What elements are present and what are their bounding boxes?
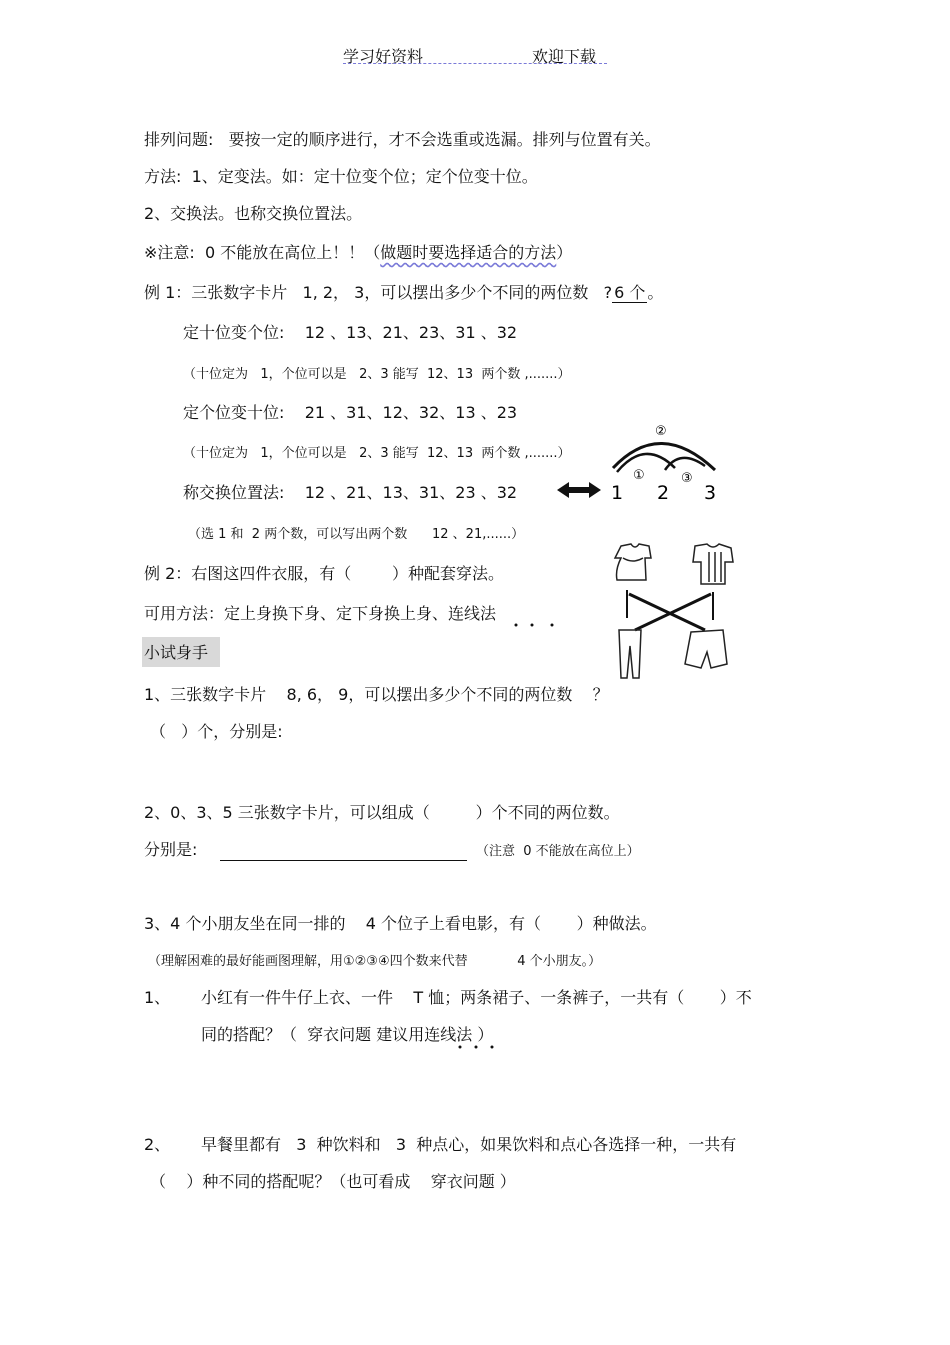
example1-line <box>144 283 663 303</box>
intro-line: 排列问题: 要按一定的顺序进行，才不会选重或选漏。排列与位置有关。 <box>144 130 661 149</box>
example2-line: 例 2：右图这四件衣服，有（ ）种配套穿法。 <box>144 564 504 583</box>
problem1-question: 1、三张数字卡片 8, 6， 9，可以摆出多少个不同的两位数 ？ <box>144 685 609 704</box>
note-line <box>144 243 572 263</box>
fix-tens-note: （十位定为 1，个位可以是 2、3 能写 12、13 两个数 ,.......） <box>183 367 571 382</box>
question1-line2: 同的搭配？（ 穿衣问题 建议用连线法 ） <box>201 1025 494 1044</box>
problem2-note: （注意 0 不能放在高位上） <box>476 844 640 859</box>
swap-arc-right <box>665 458 705 470</box>
problem3-question: 3、4 个小朋友坐在同一排的 4 个位子上看电影，有（ ）种做法。 <box>144 914 657 933</box>
emphasis-dots-2 <box>454 1042 504 1052</box>
fix-tens-line: 定十位变个位: 12 、13、21、23、31 、32 <box>183 323 518 342</box>
practice-heading: 小试身手 <box>144 643 209 662</box>
note-close: ） <box>556 243 573 262</box>
question2-line1: 早餐里都有 3 种饮料和 3 种点心，如果饮料和点心各选择一种，一共有 <box>201 1135 737 1154</box>
example1-question: 例 1：三张数字卡片 1, 2， 3，可以摆出多少个不同的两位数 ? <box>144 283 613 302</box>
connect-line-1 <box>629 594 705 630</box>
problem2-question: 2、0、3、5 三张数字卡片，可以组成（ ）个不同的两位数。 <box>144 803 620 822</box>
exchange-method-line: 2、交换法。也称交换位置法。 <box>144 204 363 223</box>
shorts-icon <box>685 630 727 668</box>
swap-arc-outer <box>613 443 715 470</box>
problem3-note: （理解困难的最好能画图理解，用①②③④四个数来代替 4 个小朋友。） <box>148 954 602 969</box>
methods-text: 可用方法：定上身换下身、定下身换上身、连线法 <box>144 604 497 623</box>
note-text: ※注意: 0 不能放在高位上！！（ <box>144 243 381 262</box>
problem2-answer-label: 分别是: <box>144 840 198 859</box>
tshirt-top-right-icon <box>693 544 733 584</box>
fix-ones-line: 定个位变十位: 21 、31、12、32、13 、23 <box>183 403 518 422</box>
circled-1: ① <box>633 468 645 483</box>
circled-3: ③ <box>681 471 693 486</box>
exchange-note: （选 1 和 2 两个数，可以写出两个数 12 、21,......） <box>188 527 525 542</box>
exchange-line: 称交换位置法: 12 、21、13、31、23 、32 <box>183 483 518 502</box>
question1-line1: 小红有一件牛仔上衣、一件 T 恤；两条裙子、一条裤子，一共有（ ）不 <box>201 988 752 1007</box>
example1-end: 。 <box>647 283 664 302</box>
swap-diagram <box>555 418 735 510</box>
pants-icon <box>619 630 641 678</box>
circled-2: ② <box>655 424 667 439</box>
problem2-answer-line <box>220 860 467 861</box>
digit-2: 2 <box>657 482 670 504</box>
fix-ones-note: （十位定为 1，个位可以是 2、3 能写 12、13 两个数 ,.......） <box>183 446 571 461</box>
header-left: 学习好资料 <box>343 47 424 66</box>
problem1-answer: （ ）个，分别是: <box>150 722 283 741</box>
note-emphasis: 做题时要选择适合的方法 <box>380 243 557 262</box>
method-line: 方法: 1、定变法。如：定十位变个位；定个位变十位。 <box>144 167 538 186</box>
clothes-illustration <box>605 538 740 683</box>
header-rule <box>343 63 607 64</box>
digit-1: 1 <box>611 482 624 504</box>
question2-number: 2、 <box>144 1135 171 1154</box>
methods-line <box>144 604 496 624</box>
emphasis-dots <box>508 620 558 630</box>
example1-answer: 6 个 <box>614 283 646 302</box>
digit-3: 3 <box>704 482 717 504</box>
question2-line2: （ ）种不同的搭配呢？（也可看成 穿衣问题 ） <box>150 1172 516 1191</box>
question1-number: 1、 <box>144 988 171 1007</box>
connect-line-2 <box>635 594 711 630</box>
header-right: 欢迎下载 <box>532 47 597 66</box>
double-arrow-icon <box>557 482 601 498</box>
shirt-top-left-icon <box>615 544 651 580</box>
